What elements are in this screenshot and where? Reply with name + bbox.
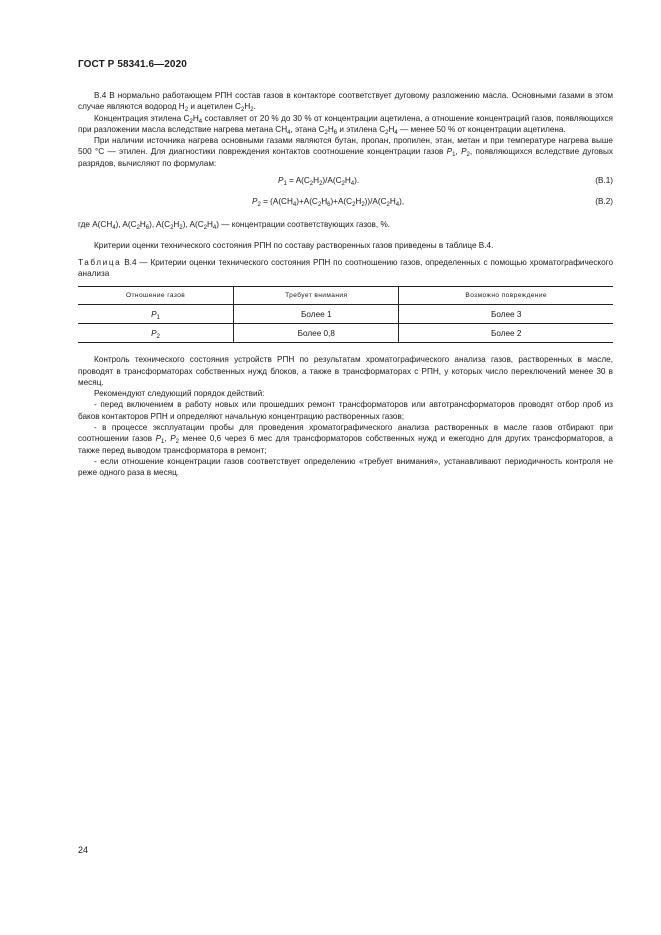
formula-b1-number: (В.1) [595,176,613,186]
formula-b2-number: (В.2) [595,197,613,207]
paragraph-recommend: Рекомендуют следующий порядок действий: [94,389,265,399]
formula-b1 [78,175,613,186]
page-number: 24 [78,845,89,855]
table-caption: Таблица В.4 — Критерии оценки технического состояния РПН по соотношению газов, определенных с помощью хроматографического анализа [78,257,613,278]
cell-ratio: $P_1$ [78,305,234,324]
cell-damage: Более 2 [399,324,613,343]
formula-b1-expression: $P_1 = A(C_2H_2)/A(C_2H_4)$. [278,176,360,188]
header-damage: Возможно повреждение [399,287,613,305]
table-row [78,305,613,324]
cell-damage: Более 3 [399,305,613,324]
header-attention: Требует внимания [234,287,399,305]
paragraph-b4: В.4 В нормально работающем РПН состав газов в контакторе соответствует дуговому разложению масла. Основными газами в этом случае являются водород $H_2$ и ацетилен $C_2H_2$. [78,91,613,114]
paragraph-heat-source: При наличии источника нагрева основными газами являются бутан, пропан, пропилен, этан, метан и при температуре нагрева выше 500 °C — этилен. Для диагностики повреждения контактов соотношение концентрации газов $P_1$, $P_2$, появляющихся вследствие дуговых разрядов, вычисляют по формулам: [78,136,614,168]
table-header-row [78,287,613,305]
formula-b2-expression: $P_2 = (A(CH_4)+A(C_2H_6)+A(C_2H_2))/A(C_2H_4)$, [252,197,405,209]
list-item: - если отношение концентрации газов соответствует определению «требует внимания», устанавливают периодичность контроля не реже одного раза в месяц. [78,456,613,478]
cell-ratio: $P_2$ [78,324,234,343]
paragraph-where: где $A(CH_4)$, $A(C_2H_6)$, $A(C_2H_2)$, $A(C_2H_4)$ — концентрации соответствующих газов, %. [78,220,391,232]
paragraph-criteria: Критерии оценки технического состояния РПН по составу растворенных газов приведены в таблице В.4. [94,241,494,251]
paragraph-control: Контроль технического состояния устройств РПН по результатам хроматографического анализа газов, растворенных в масле, проводят в трансформаторах собственных нужд блоков, а также в трансформаторах с РПН, у которых число переключений менее 30 в месяц. [78,355,613,387]
document-body [78,90,613,479]
header-gas-ratio: Отношение газов [78,287,234,305]
list-item: - перед включением в работу новых или прошедших ремонт трансформаторов или автотрансформаторов проводят отбор проб из баков контакторов РПН и определяют начальную концентрацию растворенных газов; [78,400,613,421]
cell-attention: Более 0,8 [234,324,399,343]
document-header: ГОСТ Р 58341.6—2020 [78,59,187,70]
cell-attention: Более 1 [234,305,399,324]
criteria-table [78,286,613,343]
table-row [78,324,613,343]
list-item: - в процессе эксплуатации пробы для проведения хроматографического анализа растворенных в масле газов отбирают при соотношении газов $P_1$, $P_2$ менее 0,6 через 6 мес для трансформаторов собственных нужд и ежегодно для других трансформаторов, а также перед выводом трансформатора в ремонт; [78,423,613,455]
paragraph-ethylene: Концентрация этилена $C_2H_4$ составляет от 20 % до 30 % от концентрации ацетилена, а отношение концентраций газов, появляющихся при разложении масла вследствие нагрева метана $CH_4$, этана $C_2H_6$ и этилена $C_2H_4$ — менее 50 % от концентрации ацетилена. [78,113,613,136]
formula-b2 [78,196,613,207]
